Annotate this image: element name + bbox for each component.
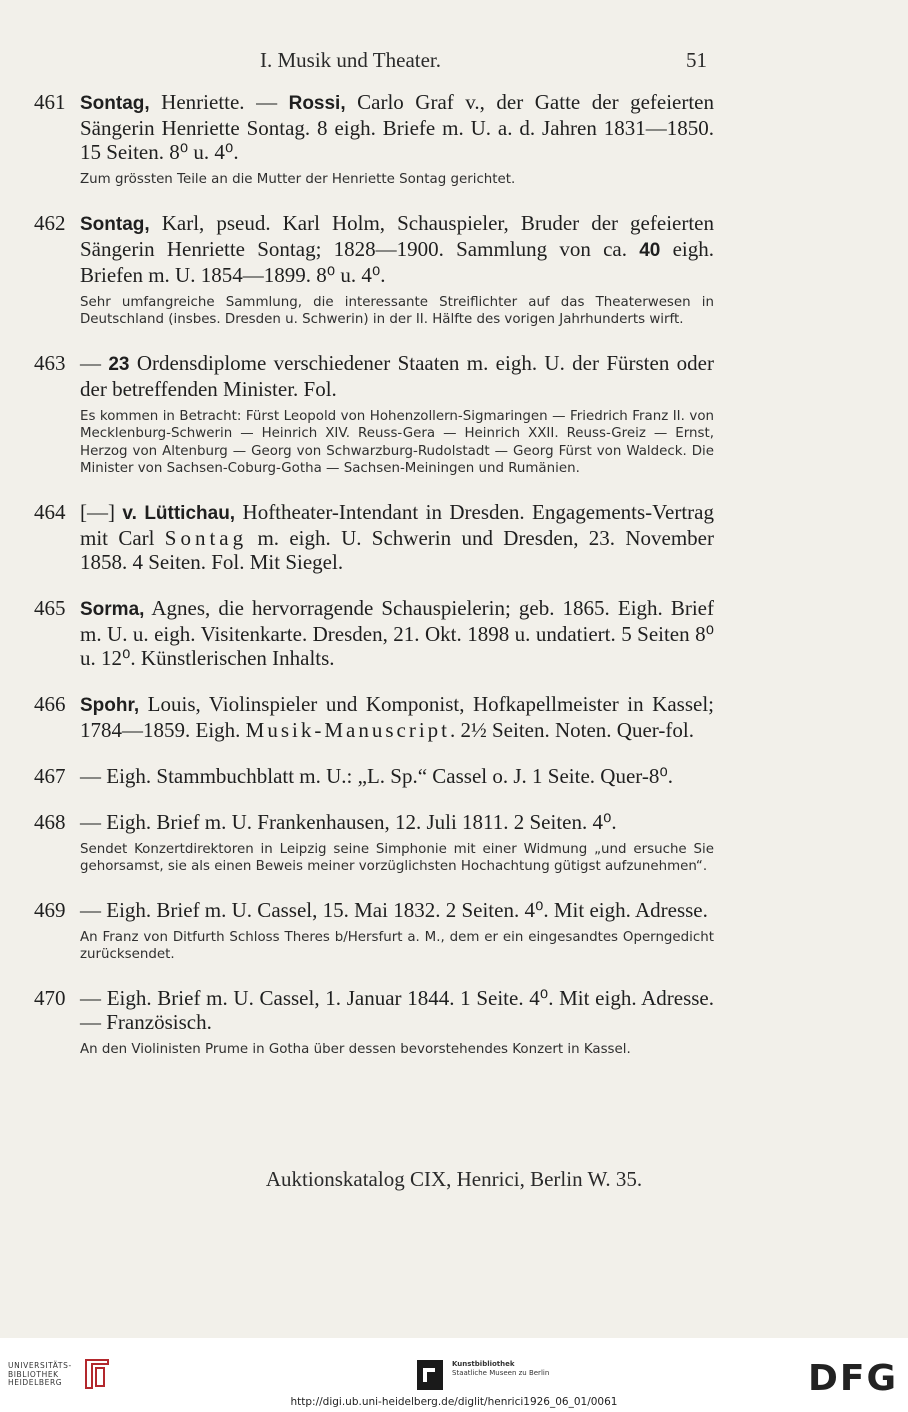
entry-number: 465 [34,595,66,620]
entry-text-part: Ordensdiplome verschiedener Staaten m. eigh. U. der Fürsten oder der betreffenden Minister. Fol. [80,350,714,401]
page-number: 51 [686,48,707,72]
entry-462 [0,211,908,329]
entry-number: 469 [34,897,66,922]
university-line: HEIDELBERG [8,1378,63,1387]
entry-text-part: [—] [80,499,123,524]
entry-note: Sendet Konzertdirektoren in Leipzig seine Simphonie mit einer Widmung „und ersuche Sie gehorsamst, sie als einen Beweis meiner vorzüglichsten Hochachtung gütigst aufzunehmen“. [80,841,714,874]
entry-number: 463 [34,350,66,375]
entry-number: 466 [34,691,66,716]
entry-note: An den Violinisten Prume in Gotha über dessen bevorstehendes Konzert in Kassel. [80,1041,631,1057]
entry-note: An Franz von Ditfurth Schloss Theres b/Hersfurt a. M., dem er ein eingesandtes Operngedicht zurücksendet. [80,929,714,962]
entry-text [80,211,714,287]
kb-subtitle: Staatliche Museen zu Berlin [452,1369,550,1377]
dfg-logo: DFG [808,1358,899,1399]
digitization-footer [0,1338,908,1412]
entry-number: 464 [34,499,66,524]
entry-name: Spohr, [80,694,140,716]
entry-465 [0,596,908,670]
university-line: UNIVERSITÄTS- [8,1361,72,1370]
entry-spaced-text: Sontag [164,525,248,550]
entry-466 [0,692,908,742]
entry-464 [0,500,908,574]
entry-text: — Eigh. Brief m. U. Cassel, 1. Januar 1844. 1 Seite. 4⁰. Mit eigh. Adresse. — Französisch. [80,985,714,1034]
entry-470 [0,986,908,1059]
running-title: I. Musik und Theater. [260,48,442,72]
entry-spaced-text: Musik-Manuscript [245,717,450,742]
entry-name: v. Lüttichau, [122,502,236,524]
entry-text-part: . 2½ Seiten. Noten. Quer-fol. [450,717,694,742]
entry-463 [0,351,908,478]
catalog-footer: Auktionskatalog CIX, Henrici, Berlin W. 35. [265,1167,643,1191]
kb-title: Kunstbibliothek [452,1360,515,1368]
university-logo-icon [82,1356,112,1392]
entry-note: Es kommen in Betracht: Fürst Leopold von Hohenzollern-Sigmaringen — Friedrich Franz II. von Mecklenburg-Schwerin — Heinrich XIV. Reuss-Gera — Heinrich XXII. Reuss-Greiz — Ernst, Herzog von Altenburg — Georg von Schwarzburg-Rudolstadt — Georg Fürst von Waldeck. Die Minister von Sachsen-Coburg-Gotha — Sachsen-Meiningen und Rumänien. [80,408,714,476]
entry-text-part: Henriette. — [149,90,289,114]
entry-note: Sehr umfangreiche Sammlung, die interessante Streiflichter auf das Theaterwesen in Deutschland (insbes. Dresden u. Schwerin) in der II. Hälfte des vorigen Jahrhunderts wirft. [80,294,714,327]
entry-467 [0,764,908,788]
entry-text-part: — [80,350,109,375]
entry-count: 23 [108,353,130,375]
entry-text-part: eigh. Briefen m. U. 1854—1899. 8⁰ u. 4⁰. [80,236,714,287]
entry-number: 467 [34,763,66,788]
entry-number: 462 [34,210,66,235]
kunstbibliothek-label [452,1360,549,1378]
entry-text-part: Louis, Violinspieler und Komponist, Hofkapellmeister in Kassel; 1784—1859. Eigh. [80,691,714,742]
entry-text [80,90,714,164]
entry-text [80,500,714,574]
source-url[interactable]: http://digi.ub.uni-heidelberg.de/diglit/henrici1926_06_01/0061 [290,1396,618,1408]
entry-name: Rossi, [288,93,346,114]
entry-text [80,692,714,742]
entry-name: Sontag, [80,213,150,235]
entry-text-part: Karl, pseud. Karl Holm, Schauspieler, Bruder der gefeierten Sängerin Henriette Sontag; 1828—1900. Sammlung von ca. [80,210,714,261]
university-line: BIBLIOTHEK [8,1369,59,1379]
entry-468 [0,810,908,876]
page-header [0,48,908,78]
entry-469 [0,898,908,964]
entry-text [80,351,714,401]
kunstbibliothek-logo-icon [417,1360,443,1390]
entry-note: Zum grössten Teile an die Mutter der Henriette Sontag gerichtet. [80,172,516,187]
entry-number: 468 [34,809,66,834]
entry-text-part: Agnes, die hervorragende Schauspielerin; geb. 1865. Eigh. Brief m. U. u. eigh. Visitenkarte. Dresden, 21. Okt. 1898 u. undatiert. 5 Seiten 8⁰ u. 12⁰. Künstlerischen Inhalts. [80,595,714,670]
entry-text-part: Carlo Graf v., der Gatte der gefeierten Sängerin Henriette Sontag. 8 eigh. Briefe m. U. a. d. Jahren 1831—1850. 15 Seiten. 8⁰ u. 4⁰. [80,90,715,164]
entry-text-part: m. eigh. U. Schwerin und Dresden, 23. November 1858. 4 Seiten. Fol. Mit Siegel. [80,525,714,574]
entry-count: 40 [639,239,661,261]
entry-name: Sontag, [80,93,150,114]
entry-text-part: Hoftheater-Intendant in Dresden. Engagements-Vertrag mit Carl [80,499,714,550]
entry-name: Sorma, [80,598,145,620]
entry-number: 461 [34,90,66,114]
entry-text: — Eigh. Brief m. U. Frankenhausen, 12. Juli 1811. 2 Seiten. 4⁰. [80,809,617,834]
university-library-label [8,1362,72,1388]
entry-number: 470 [34,985,66,1010]
entry-text: — Eigh. Brief m. U. Cassel, 15. Mai 1832. 2 Seiten. 4⁰. Mit eigh. Adresse. [80,897,708,922]
entry-461 [0,90,908,189]
entry-list [0,90,908,1080]
entry-text [80,596,714,670]
entry-text: — Eigh. Stammbuchblatt m. U.: „L. Sp.“ Cassel o. J. 1 Seite. Quer-8⁰. [80,763,674,788]
